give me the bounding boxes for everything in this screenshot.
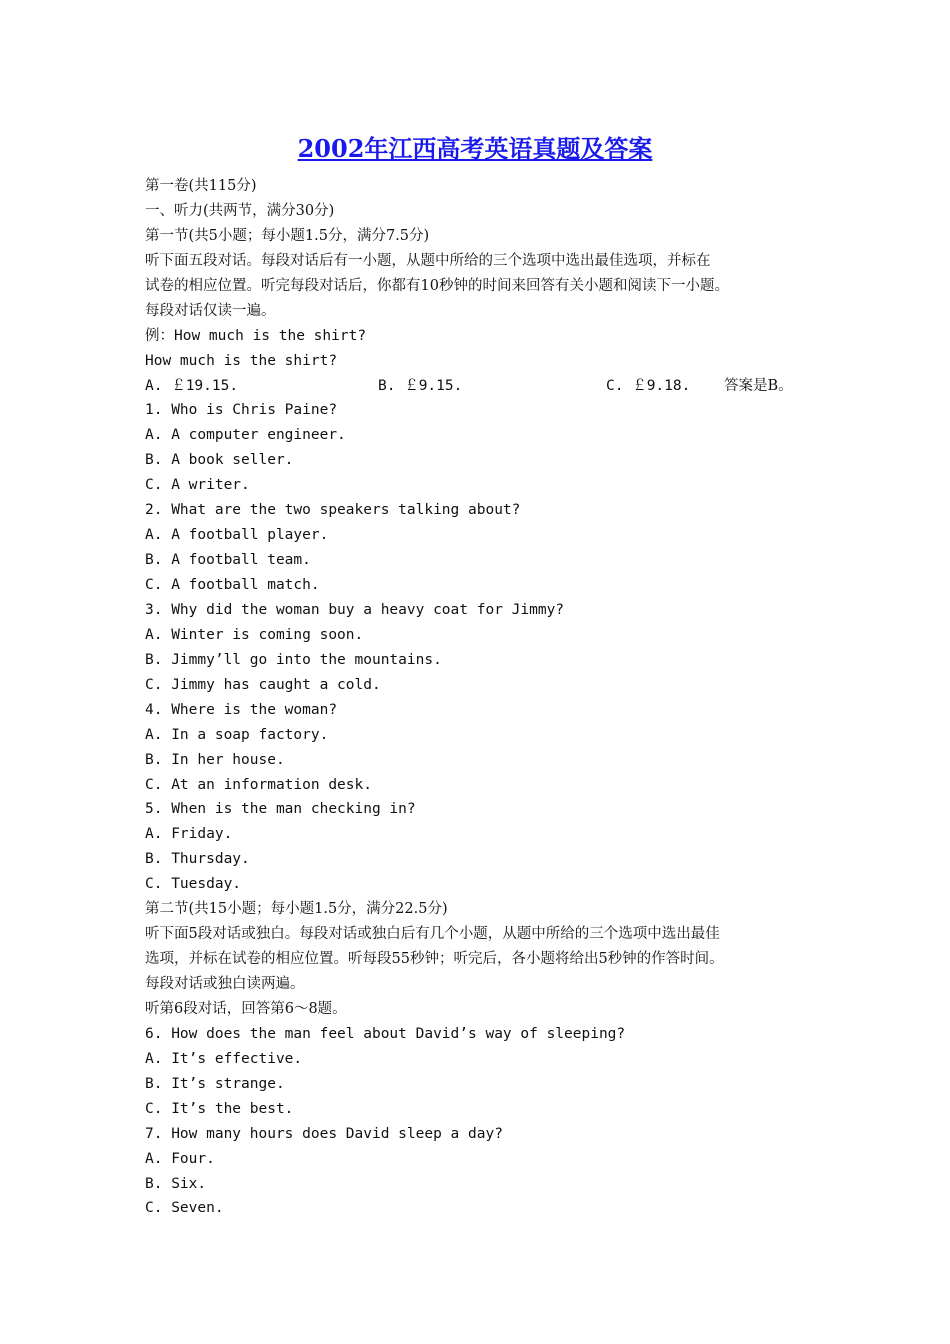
- option: A. A computer engineer.: [145, 427, 346, 444]
- section-header: 第一节(共5小题；每小题1.5分，满分7.5分): [145, 227, 430, 244]
- option: A. Friday.: [145, 826, 233, 843]
- question: 5. When is the man checking in?: [145, 801, 416, 818]
- question: 2. What are the two speakers talking about?: [145, 502, 521, 519]
- document-body: [145, 174, 825, 1221]
- option: C. It’s the best.: [145, 1100, 294, 1117]
- example-option-c: C. ￡9.18.: [606, 377, 691, 394]
- part-header: 一、听力(共两节，满分30分): [145, 202, 335, 219]
- option: A. In a soap factory.: [145, 726, 329, 743]
- option: B. Thursday.: [145, 851, 250, 868]
- example-answer: 答案是B。: [724, 377, 793, 394]
- question: 6. How does the man feel about David’s way of sleeping?: [145, 1025, 626, 1042]
- dialogue-header: 听第6段对话，回答第6～8题。: [145, 1000, 347, 1017]
- option: B. In her house.: [145, 751, 285, 768]
- instruction-line: 每段对话或独白读两遍。: [145, 976, 305, 992]
- option: C. A writer.: [145, 477, 250, 494]
- option: A. A football player.: [145, 527, 329, 544]
- example-options-row: [145, 374, 825, 399]
- question: 4. Where is the woman?: [145, 701, 338, 718]
- option: C. Seven.: [145, 1200, 224, 1217]
- option: B. Six.: [145, 1175, 207, 1192]
- example-option-a: A. ￡19.15.: [145, 377, 239, 394]
- option: C. At an information desk.: [145, 776, 372, 793]
- option: B. A book seller.: [145, 452, 294, 469]
- option: A. Winter is coming soon.: [145, 626, 364, 643]
- instruction-line: 每段对话仅读一遍。: [145, 302, 276, 319]
- document-title[interactable]: 2002年江西高考英语真题及答案: [297, 134, 653, 163]
- question: 3. Why did the woman buy a heavy coat for Jimmy?: [145, 601, 565, 618]
- option: C. Tuesday.: [145, 876, 242, 893]
- question: 7. How many hours does David sleep a day?: [145, 1125, 503, 1142]
- example-label: 例：How much is the shirt?: [145, 327, 367, 344]
- option: C. Jimmy has caught a cold.: [145, 676, 381, 693]
- paper-header: 第一卷(共115分): [145, 178, 257, 194]
- instruction-line: 试卷的相应位置。听完每段对话后，你都有10秒钟的时间来回答有关小题和阅读下一小题。: [145, 277, 729, 294]
- section-header: 第二节(共15小题；每小题1.5分，满分22.5分): [145, 901, 448, 918]
- instruction-line: 听下面五段对话。每段对话后有一小题，从题中所给的三个选项中选出最佳选项，并标在: [145, 252, 711, 269]
- instruction-line: 选项，并标在试卷的相应位置。听每段55秒钟；听完后，各小题将给出5秒钟的作答时间。: [145, 951, 724, 968]
- question: 1. Who is Chris Paine?: [145, 402, 338, 419]
- option: A. Four.: [145, 1150, 215, 1167]
- option: C. A football match.: [145, 577, 320, 593]
- instruction-line: 听下面5段对话或独白。每段对话或独白后有几个小题，从题中所给的三个选项中选出最佳: [145, 926, 720, 943]
- option: B. Jimmy’ll go into the mountains.: [145, 651, 442, 668]
- example-question: How much is the shirt?: [145, 352, 338, 369]
- option: A. It’s effective.: [145, 1050, 303, 1067]
- option: B. It’s strange.: [145, 1075, 285, 1092]
- example-option-b: B. ￡9.15.: [378, 377, 463, 394]
- option: B. A football team.: [145, 552, 311, 569]
